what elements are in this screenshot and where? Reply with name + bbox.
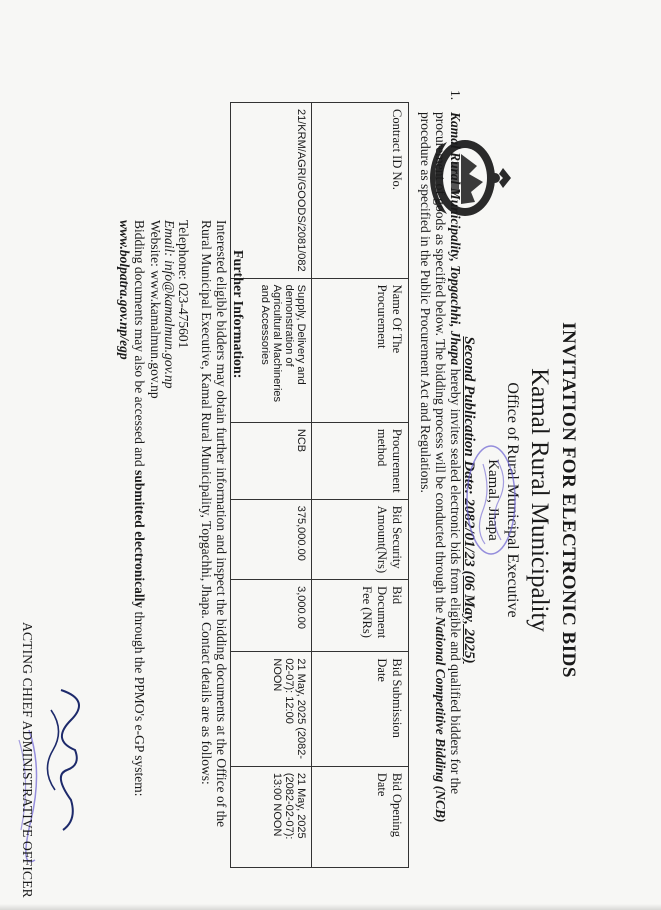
municipality-name: Kamal Rural Municipality [526, 368, 553, 632]
telephone: Telephone: 023-475601 [176, 220, 191, 349]
col-method: Procurement method [312, 422, 409, 499]
publication-date: Second Publication Date: 2082/01/23 (06 May, 2025) [461, 336, 477, 664]
col-submission-date: Bid Submission Date [312, 652, 409, 766]
cell-contract-id: 21/KRM/AGRI/GOODS/2081/082 [231, 103, 312, 279]
further-info-paragraph: Interested eligible bidders may obtain further information and inspect the bidding documents at the Office of the Rural Municipal Executive, Kamal Rural Municipality, Topgachhi, Jhapa. Contact details are as follows: [199, 220, 229, 828]
docs-text-a: Bidding documents may also be accessed and [132, 220, 147, 471]
further-info-heading: Further Information: [230, 250, 245, 379]
col-bid-security: Bid Security Amount(Nrs) [312, 499, 409, 579]
page-title: INVITATION FOR ELECTRONIC BIDS [558, 322, 579, 678]
cell-document-fee: 3,000.00 [231, 580, 312, 652]
item-number: 1. [448, 90, 463, 101]
scan-edge [0, 904, 661, 910]
intro-text-a: hereby invites sealed electronic bids from eligible and qualified bidders for the procurement of goods as specified below. The bidding process will be conducted through the [433, 112, 463, 795]
intro-text-b: procedure as specified in the Public Procurement Act and Regulations. [418, 112, 433, 493]
intro-paragraph [418, 90, 463, 862]
location: Kamal, Jhapa [485, 459, 501, 541]
col-opening-date: Bid Opening Date [312, 766, 409, 867]
signatory-title: ACTING CHIEF ADMINISTRATIVE OFFICER [20, 622, 35, 898]
cell-bid-security: 375,000.00 [231, 499, 312, 579]
cell-procurement-name: Supply, Delivery and demonstration of Agricultural Machineries and Accessories [231, 278, 312, 422]
office-name: Office of Rural Municipal Executive [504, 382, 521, 618]
email: Email: info@kamalmun.gov.np [162, 220, 177, 389]
cell-method: NCB [231, 422, 312, 499]
egp-url: www.bolpatra.gov.np/egp [117, 220, 132, 360]
table-row [231, 103, 312, 868]
office-stamp-icon [463, 440, 521, 560]
docs-text-c: through the PPMO's e-GP system: [132, 608, 147, 797]
col-procurement-name: Name Of The Procurement [312, 278, 409, 422]
docs-text-b: submitted electronically [132, 470, 147, 609]
procurement-method-name: National Competitive Bidding (NCB) [433, 616, 448, 823]
cell-submission-date: 21 May, 2025 (2082-02-07): 12:00 NOON [231, 652, 312, 766]
egp-paragraph [117, 220, 147, 860]
procurement-table [230, 102, 409, 868]
col-document-fee: Bid Document Fee (NRs) [312, 580, 409, 652]
entity-name: Kamal Rural Municipality, Topgachhi, Jhapa [448, 112, 463, 366]
table-header-row [312, 103, 409, 868]
col-contract-id: Contract ID No. [312, 103, 409, 279]
cell-opening-date: 21 May, 2025 (2082-02-07): 13:00 NOON [231, 766, 312, 867]
website: Website: www.kamalmun.gov.np [148, 220, 163, 399]
